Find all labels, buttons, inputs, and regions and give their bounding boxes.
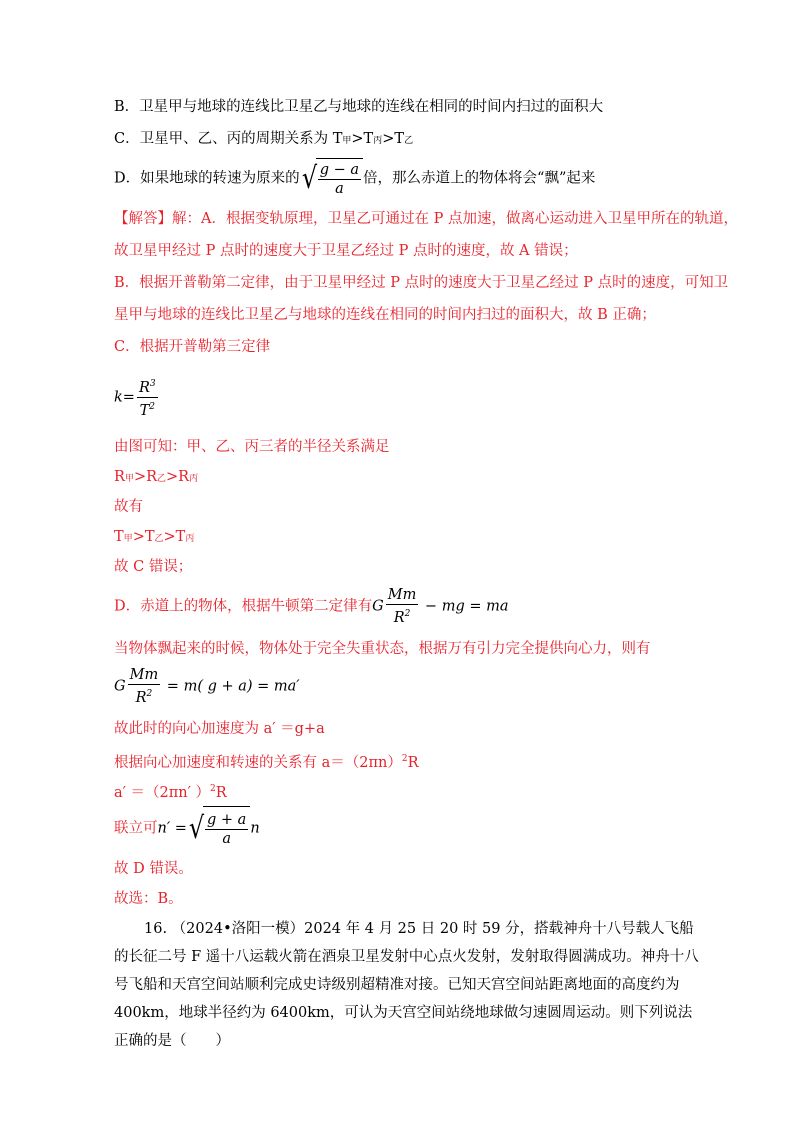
solution-line-10: 当物体飘起来的时候，物体处于完全失重状态，根据万有引力完全提供向心力，则有: [114, 641, 651, 657]
kepler-frac: [137, 375, 158, 420]
eq1-den-exp: 2: [404, 609, 411, 619]
solution-line-2: 故卫星甲经过 P 点时的速度大于卫星乙经过 P 点时的速度，故 A 错误；: [114, 243, 578, 259]
r3: >R: [166, 469, 190, 485]
solution-tag: 【解答】: [114, 211, 172, 227]
eq2-den: R: [135, 690, 147, 706]
r1: R: [114, 469, 125, 485]
option-d-den: a: [335, 180, 344, 197]
t3: >T: [163, 529, 186, 545]
period-relation: [114, 527, 194, 549]
line12-exp: 2: [401, 754, 408, 764]
solution-line-12: [114, 749, 419, 773]
option-d-prefix: D．如果地球的转速为原来的: [114, 170, 300, 187]
eq1-num: Mm: [387, 587, 417, 603]
eq2-rest: = m( g + a) = ma′: [162, 678, 300, 695]
line13-prefix: a′ ＝（2πn′ ）: [114, 785, 211, 801]
option-d-sqrt: √ $\frac{g - a}{a}$: [300, 158, 363, 199]
kepler-num-exp: 3: [149, 379, 156, 389]
eq1-g: G: [372, 598, 384, 615]
radius-relation: [114, 467, 198, 489]
option-b: [114, 97, 603, 117]
solution-line-8: 故 C 错误；: [114, 559, 193, 575]
eq3-lhs: n′ =: [157, 820, 187, 837]
solution-line-4: 星甲与地球的连线比卫星乙与地球的连线在相同的时间内扫过的面积大，故 B 正确；: [114, 307, 656, 323]
kepler-k: k: [114, 389, 123, 406]
t2: >T: [132, 529, 155, 545]
eq3-num: g + a: [207, 811, 247, 828]
option-c-sub-jia: 甲: [342, 136, 352, 146]
eq2-num: Mm: [129, 667, 159, 683]
option-b-text: B．卫星甲与地球的连线比卫星乙与地球的连线在相同的时间内扫过的面积大: [114, 99, 604, 115]
eq1-den: R: [393, 610, 405, 626]
line12-prefix: 根据向心加速度和转速的关系有 a＝（2πn）: [114, 755, 402, 771]
t2-sub: 乙: [154, 534, 164, 544]
r3-sub: 丙: [189, 474, 199, 484]
kepler-den-exp: 2: [149, 402, 155, 412]
question-16: 16. （2024•洛阳一模）2024 年 4 月 25 日 20 时 59 分，搭载神舟十八号载人飞船的长征二号 F 遥十八运载火箭在酒泉卫星发射中心点火发射，发射取得圆满成功。神舟十八号飞船和天宫空间站顺利完成史诗级别超精准对接。已知天宫空间站距离地面的高度约为 400km，地球半径约为 6400km，可认为天宫空间站绕地球做匀速圆周运动。则下列说法正确的是（ ）: [114, 921, 699, 1049]
solution-line-16: 故选：B。: [114, 891, 183, 907]
solution-text-1: 解：A．根据变轨原理，卫星乙可通过在 P 点加速，做离心运动进入卫星甲所在的轨道，: [172, 211, 738, 227]
eq2-frac: [128, 666, 161, 707]
solution-line-9: D．赤道上的物体，根据牛顿第二定律有: [114, 598, 373, 615]
option-c-sub-bing: 丙: [373, 136, 383, 146]
solution-line-7: 故有: [114, 499, 143, 515]
r1-sub: 甲: [124, 474, 134, 484]
t1-sub: 甲: [123, 534, 133, 544]
solution-line-3: B．根据开普勒第二定律，由于卫星甲经过 P 点时的速度大于卫星乙经过 P 点时的速度，可知卫: [114, 275, 729, 291]
eq2-g: G: [114, 678, 126, 695]
solve-n-line: [114, 806, 260, 851]
line12-suffix: R: [407, 755, 419, 771]
option-c-gt2: >T: [382, 131, 405, 147]
r2-sub: 乙: [157, 474, 167, 484]
eq3-rhs: n: [250, 820, 260, 837]
option-d: [114, 158, 595, 199]
kepler-eq: =: [122, 389, 135, 406]
solution-line-5: C．根据开普勒第三定律: [114, 339, 271, 355]
eq1-rest: − mg = ma: [420, 598, 509, 615]
option-d-num: g − a: [319, 161, 360, 178]
option-d-suffix: 倍，那么赤道上的物体将会“飘”起来: [363, 170, 596, 187]
line13-suffix: R: [215, 785, 227, 801]
r2: >R: [133, 469, 158, 485]
solution-line-1: [114, 209, 738, 229]
kepler-formula: [114, 375, 160, 420]
solution-line-15: 故 D 错误。: [114, 861, 193, 877]
kepler-den: T: [139, 403, 150, 419]
eq3-sqrt: √ $\frac{g + a}{a}$: [187, 806, 250, 851]
option-c-sub-yi: 乙: [404, 136, 414, 146]
eq1-frac: [386, 586, 419, 627]
gravity-eq-line: [114, 666, 300, 707]
t3-sub: 丙: [185, 534, 195, 544]
option-c-prefix: C．卫星甲、乙、丙的周期关系为 T: [114, 131, 343, 147]
t1: T: [114, 529, 124, 545]
newton-eq-line: [114, 586, 509, 627]
eq3-den: a: [222, 830, 231, 847]
line13-exp: 2: [210, 784, 216, 794]
solution-line-11: 故此时的向心加速度为 a′ ＝g+a: [114, 721, 325, 737]
solution-line-13: [114, 779, 227, 803]
eq2-den-exp: 2: [146, 689, 153, 699]
solution-line-6: 由图可知：甲、乙、丙三者的半径关系满足: [114, 439, 390, 455]
option-c: [114, 129, 413, 151]
line14-prefix: 联立可: [114, 820, 158, 837]
kepler-num: R: [138, 380, 150, 396]
option-c-gt1: >T: [351, 131, 374, 147]
